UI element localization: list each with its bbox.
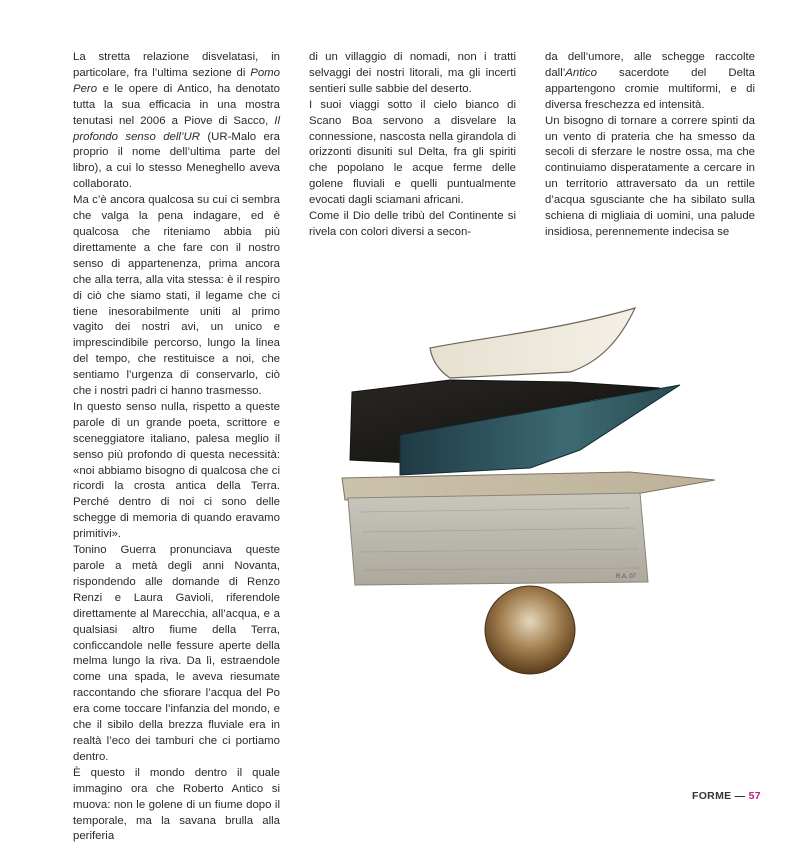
article-paragraph: I suoi viaggi sotto il cielo bianco di Scano Boa servono a disvelare la connessione, nascosta nella girandola di orizzonti disuniti sul Delta, fra gli spiriti che popolano le acque ferme delle golene fluviali e quelli puntualmente evocati dagli sciamani africani. — [309, 98, 516, 207]
artwork-base-block — [348, 493, 648, 585]
artwork-signature: R.A. 07 — [616, 574, 637, 580]
page-footer — [692, 790, 761, 802]
footer-separator: — — [731, 790, 749, 802]
article-paragraph: di un villaggio di nomadi, non i tratti selvaggi dei nostri litorali, ma gli incerti sentieri sulle sabbie del deserto. — [309, 51, 516, 95]
article-column-3 — [545, 50, 755, 241]
article-paragraph: È questo il mondo dentro il quale immagino ora che Roberto Antico si muova: non le golene di un fiume dopo il temporale, ma la savana brulla alla periferia — [73, 766, 280, 843]
footer-section: FORME — [692, 790, 732, 802]
article-paragraph: Ma c’è ancora qualcosa su cui ci sembra che valga la pena indagare, ed è qualcosa che riteniamo abbia più direttamente a che fare con il nostro senso di appartenenza, prima ancora che alla terra, alla vita stessa: è il respiro di ciò che siamo stati, il legame che ci tiene inesorabilmente uniti al primo vagito dei nostri avi, un unico e imprescindibile percorso, lungo la linea del tempo, che restituisce a noi, che sentiamo l’urgenza di conservarlo, ciò che i nostri padri ci hanno trasmesso. — [73, 194, 280, 398]
italic-title: Pomo Pero — [73, 66, 280, 95]
article-paragraph: Come il Dio delle tribù del Continente si rivela con colori diversi a secon- — [309, 210, 516, 238]
article-column-1 — [73, 50, 280, 845]
page-number: 57 — [748, 790, 761, 802]
artwork-disc — [485, 586, 575, 674]
article-paragraph: In questo senso nulla, rispetto a queste parole di un grande poeta, scrittore e sceneggiatore italiano, palesa meglio il senso più profondo di questa necessità: «noi abbiamo bisogno di qualcosa che ci ricordi la crosta antica della Terra. Perché dentro di noi ci sono delle schegge di memoria di quando eravamo primitivi». — [73, 400, 280, 541]
article-paragraph: da dell’umore, alle schegge raccolte dall’Antico sacerdote del Delta appartengono cromie multiformi, e di diversa freschezza ed intensità. — [545, 51, 755, 111]
artwork-boat-piece — [430, 308, 635, 378]
artwork-sculpture-image — [330, 300, 760, 700]
article-paragraph: Un bisogno di tornare a correre spinti da un vento di prateria che ha smesso da secoli di sferzare le nostre ossa, ma che continuiamo disperatamente a cercare in un territorio attraversato da un rettile d’acqua sgusciante che ha sibilato sulla schiena di migliaia di uomini, una palude insidiosa, perennemente indecisa se — [545, 114, 755, 238]
article-paragraph: La stretta relazione disvelatasi, in particolare, fra l’ultima sezione di Pomo Pero e le opere di Antico, ha denotato tutta la sua efficacia in una mostra tenutasi nel 2006 a Piove di Sacco, Il profondo senso dell’UR (UR-Malo era proprio il nome dell’ultima parte del libro), a cui lo stesso Meneghello aveva collaborato. — [73, 51, 280, 191]
italic-title: Antico — [565, 66, 597, 79]
article-column-2 — [309, 50, 516, 241]
article-paragraph: Tonino Guerra pronunciava queste parole a metà degli anni Novanta, rispondendo alle domande di Renzo Renzi e Laura Gavioli, riferendole direttamente al Marecchia, all’acqua, e a qualsiasi altro fiume della Terra, conficcandole nelle fessure aperte della melma lungo la riva. Da lì, estraendole come una spada, le aveva riesumate raccontando che sfiorare l’acqua del Po era come toccare l’infanzia del mondo, e che il sibilo della brezza fluviale era in realtà l’eco dei tamburi che ci portiamo dentro. — [73, 544, 280, 763]
italic-title: Il profondo senso dell’UR — [73, 114, 280, 143]
